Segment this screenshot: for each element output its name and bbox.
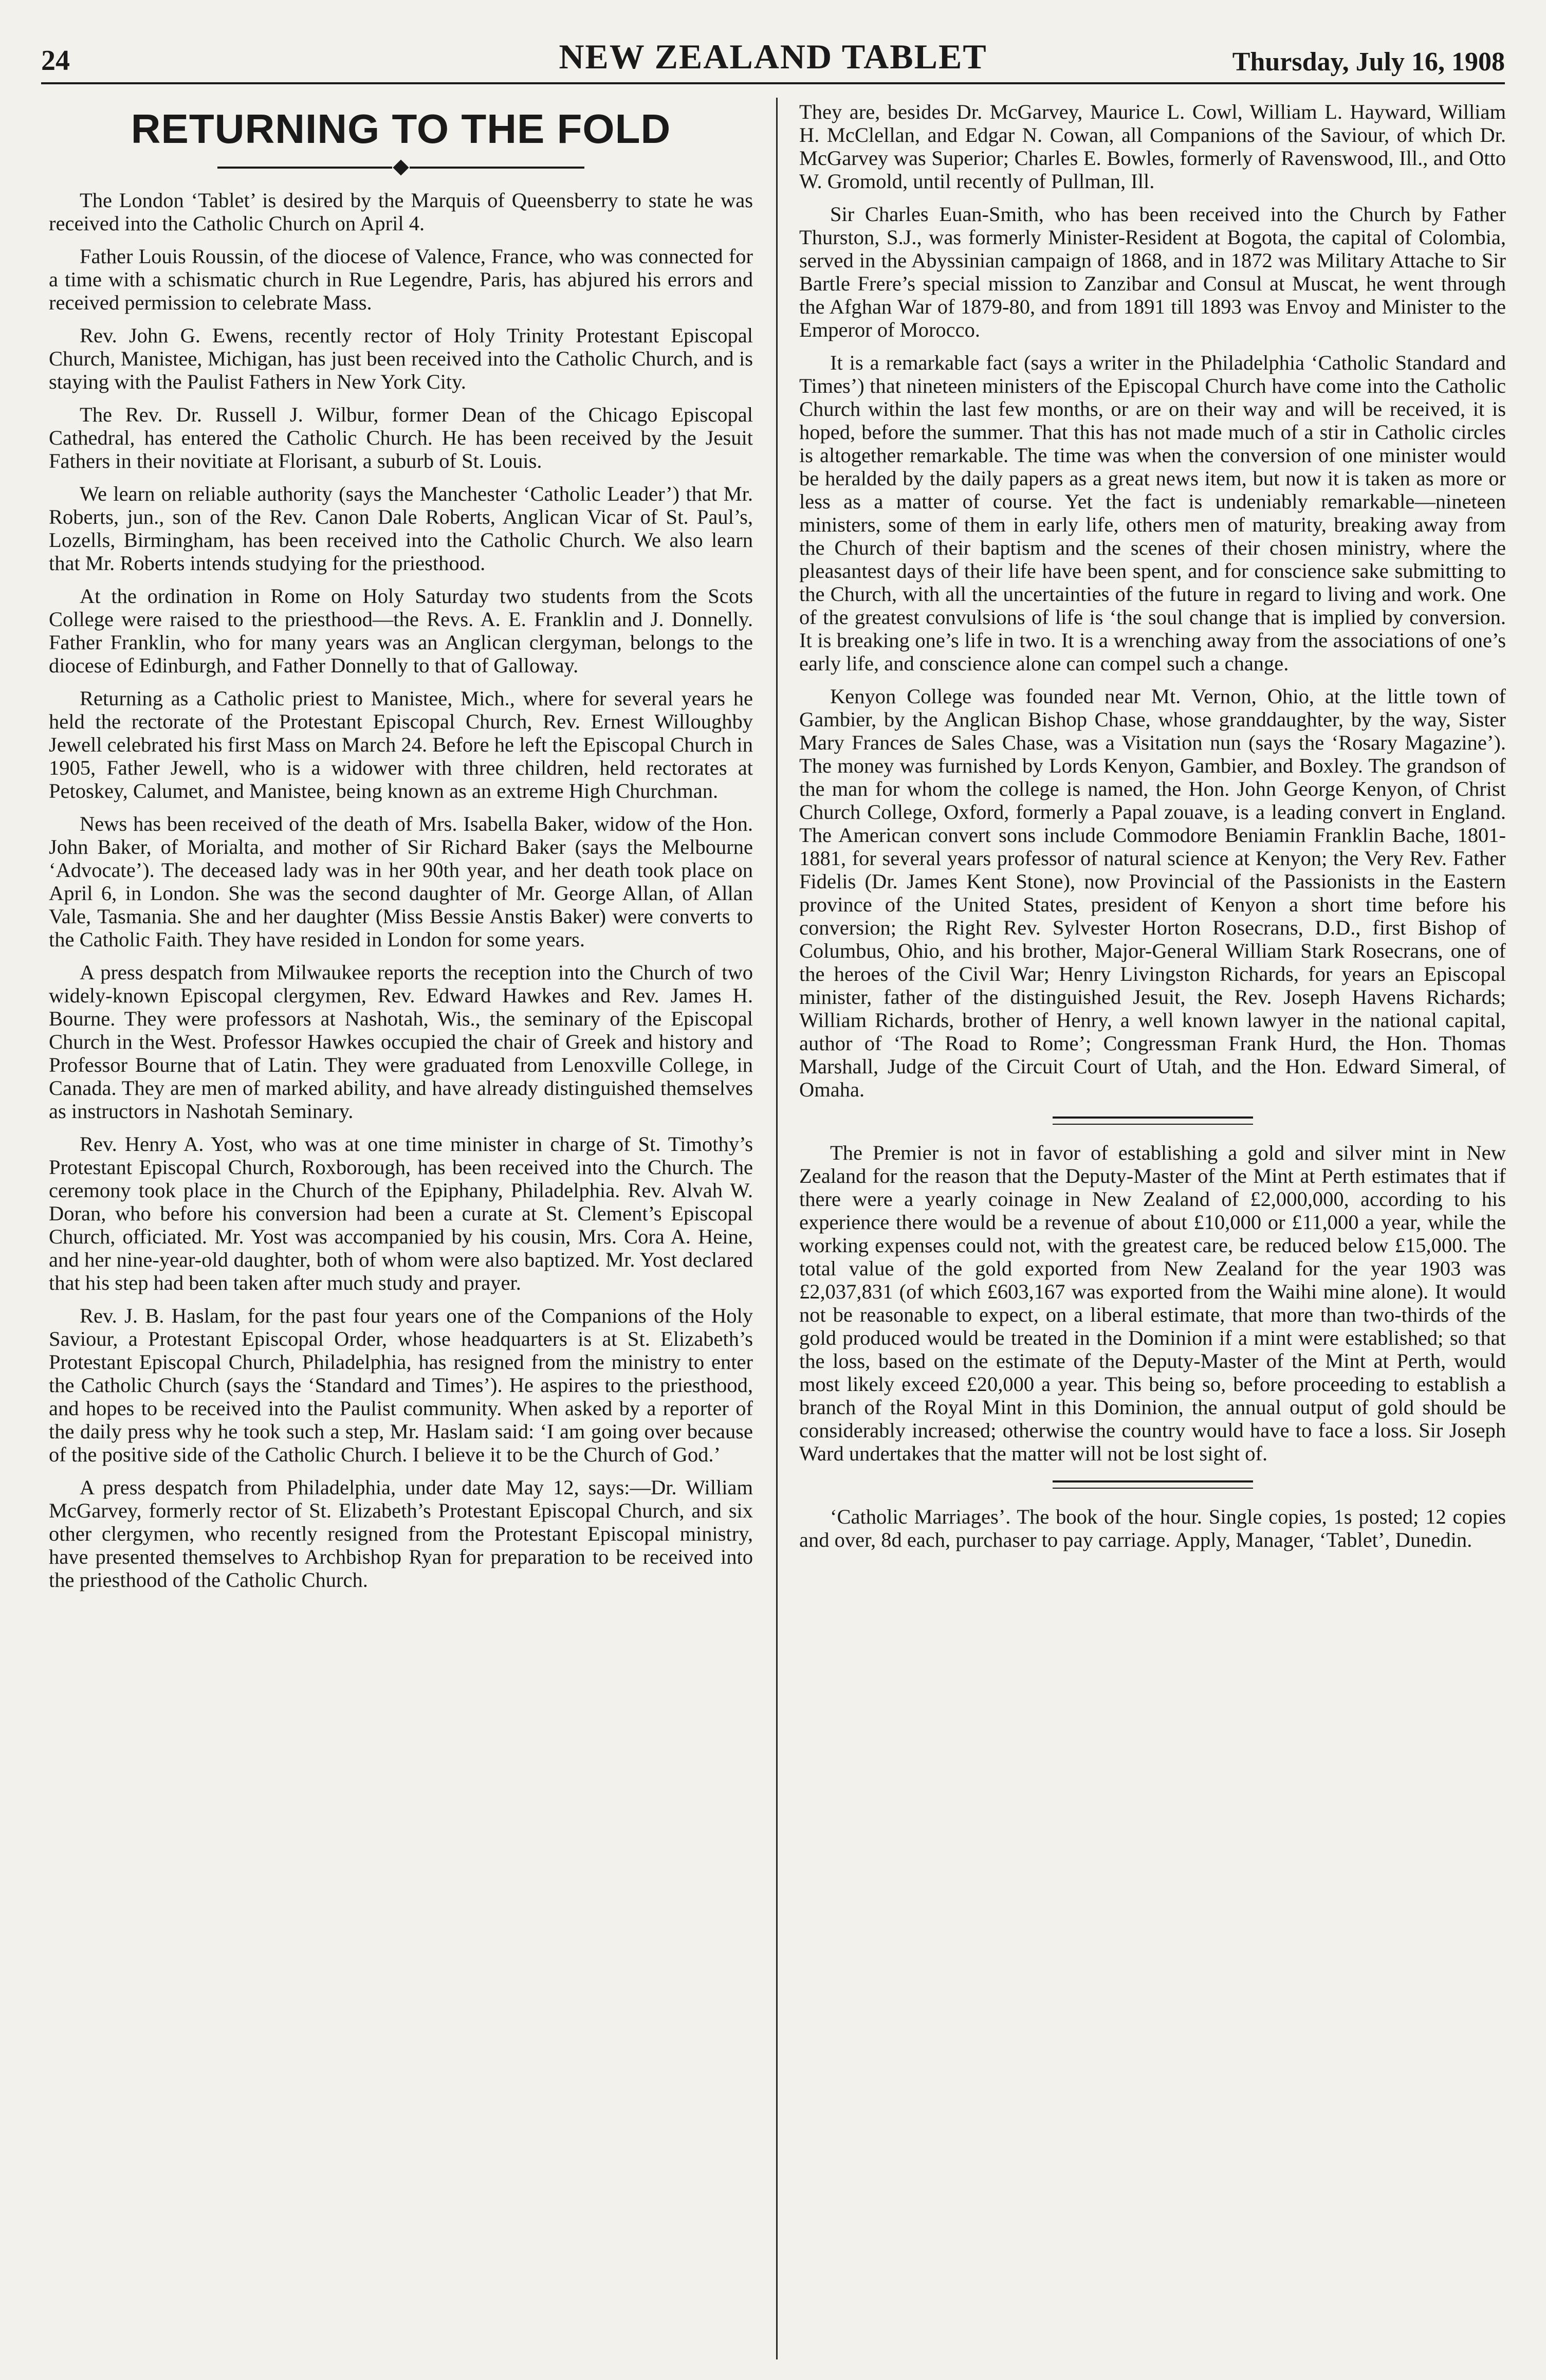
article-paragraph: Rev. John G. Ewens, recently rector of Holy Trinity Protestant Episcopal Church, Manistee, Michigan, has just been received into the Catholic Church, and is staying with the Paulist Fathers in New York City. bbox=[49, 324, 753, 393]
article-paragraph: It is a remarkable fact (says a writer in the Philadelphia ‘Catholic Standard and Times’) that nineteen ministers of the Episcopal Church have come into the Catholic Church within the last few months, or are on their way and will be received, it is hoped, before the summer. That this has not made much of a stir in Catholic circles is altogether remarkable. The time was when the conversion of one minister would be heralded by the daily papers as a great news item, but now it is taken as more or less as a matter of course. Yet the fact is undeniably remarkable—nineteen ministers, some of them in early life, others men of maturity, breaking away from the Church of their baptism and the scenes of their chosen ministry, where the pleasantest days of their life have been spent, and for conscience sake submitting to the Church, with all the uncertainties of the future in regard to living and work. One of the greatest convulsions of life is ‘the soul change that is implied by conversion. It is breaking one’s life in two. It is a wrenching away from the associations of one’s early life, and conscience alone can compel such a change. bbox=[799, 351, 1506, 675]
article-paragraph: Returning as a Catholic priest to Manistee, Mich., where for several years he held the rectorate of the Protestant Episcopal Church, Rev. Ernest Willoughby Jewell celebrated his first Mass on March 24. Before he left the Episcopal Church in 1905, Father Jewell, who is a widower with three children, held rectorates at Petoskey, Calumet, and Manistee, being known as an extreme High Churchman. bbox=[49, 687, 753, 802]
article-paragraph: Sir Charles Euan-Smith, who has been received into the Church by Father Thurston, S.J., was formerly Minister-Resident at Bogota, the capital of Colombia, served in the Abyssinian campaign of 1868, and in 1872 was Military Attache to Sir Bartle Frere’s special mission to Zanzibar and Consul at Muscat, he went through the Afghan War of 1879-80, and from 1891 till 1893 was Envoy and Minister to the Emperor of Morocco. bbox=[799, 203, 1506, 341]
article-paragraph: Rev. J. B. Haslam, for the past four years one of the Companions of the Holy Saviour, a Protestant Episcopal Order, whose headquarters is at St. Elizabeth’s Protestant Episcopal Church, Philadelphia, has resigned from the ministry to enter the Catholic Church (says the ‘Standard and Times’). He aspires to the priesthood, and hopes to be received into the Paulist community. When asked by a reporter of the daily press why he took such a step, Mr. Haslam said: ‘I am going over because of the positive side of the Catholic Church. I believe it to be the Church of God.’ bbox=[49, 1304, 753, 1466]
article-paragraph: A press despatch from Milwaukee reports the reception into the Church of two widely-known Episcopal clergymen, Rev. Edward Hawkes and Rev. James H. Bourne. They were professors at Nashotah, Wis., the seminary of the Episcopal Church in the West. Professor Hawkes occupied the chair of Greek and history and Professor Bourne that of Latin. They were graduated from Lenoxville College, in Canada. They are men of marked ability, and have already distinguished themselves as instructors in Nashotah Seminary. bbox=[49, 961, 753, 1123]
headline-ornament bbox=[49, 162, 753, 173]
section-divider bbox=[799, 1480, 1506, 1489]
article-paragraph: The Premier is not in favor of establishing a gold and silver mint in New Zealand for the reason that the Deputy-Master of the Mint at Perth estimates that if there were a yearly coinage in New Zealand of £2,000,000, according to his experience there would be a revenue of about £10,000 or £11,000 a year, while the working expenses could not, with the greatest care, be reduced below £15,000. The total value of the gold exported from New Zealand for the year 1903 was £2,037,831 (of which £603,167 was exported from the Waihi mine alone). It would not be reasonable to expect, on a liberal estimate, that more than two-thirds of the gold produced would be treated in the Dominion if a mint were established; so that the loss, based on the estimate of the Deputy-Master of the Mint at Perth, would most likely exceed £20,000 a year. This being so, before proceeding to establish a branch of the Royal Mint in this Dominion, the annual output of gold should be considerably increased; otherwise the country would have to face a loss. Sir Joseph Ward undertakes that the matter will not be lost sight of. bbox=[799, 1141, 1506, 1465]
article-paragraph: Father Louis Roussin, of the diocese of Valence, France, who was connected for a time with a schismatic church in Rue Legendre, Paris, has abjured his errors and received permission to celebrate Mass. bbox=[49, 245, 753, 314]
page-number: 24 bbox=[41, 45, 70, 77]
diamond-ornament-icon bbox=[393, 159, 409, 175]
article-headline: RETURNING TO THE FOLD bbox=[131, 106, 671, 152]
advertisement-paragraph: ‘Catholic Marriages’. The book of the hour. Single copies, 1s posted; 12 copies and over, 8d each, purchaser to pay carriage. Apply, Manager, ‘Tablet’, Dunedin. bbox=[799, 1505, 1506, 1551]
article-paragraph: We learn on reliable authority (says the Manchester ‘Catholic Leader’) that Mr. Roberts, jun., son of the Rev. Canon Dale Roberts, Anglican Vicar of St. Paul’s, Lozells, Birmingham, has been received into the Catholic Church. We also learn that Mr. Roberts intends studying for the priesthood. bbox=[49, 482, 753, 575]
article-paragraph: A press despatch from Philadelphia, under date May 12, says:—Dr. William McGarvey, formerly rector of St. Elizabeth’s Protestant Episcopal Church, and six other clergymen, who recently resigned from the Protestant Episcopal ministry, have presented themselves to Archbishop Ryan for preparation to be received into the priesthood of the Catholic Church. bbox=[49, 1476, 753, 1591]
article-paragraph: At the ordination in Rome on Holy Saturday two students from the Scots College were raised to the priesthood—the Revs. A. E. Franklin and J. Donnelly. Father Franklin, who for many years was an Anglican clergyman, belongs to the diocese of Edinburgh, and Father Donnelly to that of Galloway. bbox=[49, 584, 753, 677]
section-divider bbox=[799, 1116, 1506, 1125]
article-paragraph: Rev. Henry A. Yost, who was at one time minister in charge of St. Timothy’s Protestant Episcopal Church, Roxborough, has been received into the Church. The ceremony took place in the Church of the Epiphany, Philadelphia. Rev. Alvah W. Doran, who before his conversion had been a curate at St. Clement’s Episcopal Church, officiated. Mr. Yost was accompanied by his cousin, Mrs. Cora A. Heine, and her nine-year-old daughter, both of whom were also baptized. Mr. Yost declared that his step had been taken after much study and prayer. bbox=[49, 1132, 753, 1294]
masthead-title: NEW ZEALAND TABLET bbox=[559, 37, 987, 76]
article-paragraph: The Rev. Dr. Russell J. Wilbur, former Dean of the Chicago Episcopal Cathedral, has entered the Catholic Church. He has been received by the Jesuit Fathers in their novitiate at Florisant, a suburb of St. Louis. bbox=[49, 403, 753, 472]
column-divider bbox=[776, 98, 778, 2359]
issue-date: Thursday, July 16, 1908 bbox=[1232, 47, 1505, 77]
page-header bbox=[41, 28, 1505, 84]
article-paragraph: Kenyon College was founded near Mt. Vernon, Ohio, at the little town of Gambier, by the Anglican Bishop Chase, whose granddaughter, by the way, Sister Mary Frances de Sales Chase, was a Visitation nun (says the ‘Rosary Magazine’). The money was furnished by Lords Kenyon, Gambier, and Boxley. The grandson of the man for whom the college is named, the Hon. John George Kenyon, of Christ Church College, Oxford, formerly a Papal zouave, is a leading convert in England. The American convert sons include Commodore Beniamin Franklin Bache, 1801-1881, for several years professor of natural science at Kenyon; the Very Rev. Father Fidelis (Dr. James Kent Stone), now Provincial of the Passionists in the Eastern province of the United States, president of Kenyon a short time before his conversion; the Right Rev. Sylvester Horton Rosecrans, D.D., first Bishop of Columbus, Ohio, and his brother, Major-General William Stark Rosecrans, one of the heroes of the Civil War; Henry Livingston Richards, for years an Episcopal minister, father of the distinguished Jesuit, the Rev. Joseph Havens Richards; William Richards, brother of Henry, a well known lawyer in the national capital, author of ‘The Road to Rome’; Congressman Frank Hurd, the Hon. Thomas Marshall, Judge of the Circuit Court of Utah, and the Hon. Edward Simeral, of Omaha. bbox=[799, 685, 1506, 1101]
article-paragraph: The London ‘Tablet’ is desired by the Marquis of Queensberry to state he was received into the Catholic Church on April 4. bbox=[49, 189, 753, 235]
article-paragraph: They are, besides Dr. McGarvey, Maurice L. Cowl, William L. Hayward, William H. McClellan, and Edgar N. Cowan, all Companions of the Saviour, of which Dr. McGarvey was Superior; Charles E. Bowles, formerly of Ravenswood, Ill., and Otto W. Gromold, until recently of Pullman, Ill. bbox=[799, 100, 1506, 193]
article-paragraph: News has been received of the death of Mrs. Isabella Baker, widow of the Hon. John Baker, of Morialta, and mother of Sir Richard Baker (says the Melbourne ‘Advocate’). The deceased lady was in her 90th year, and her death took place on April 6, in London. She was the second daughter of Mr. George Allan, of Allan Vale, Tasmania. She and her daughter (Miss Bessie Anstis Baker) were converts to the Catholic Faith. They have resided in London for some years. bbox=[49, 812, 753, 951]
left-column bbox=[49, 100, 753, 1601]
right-column bbox=[799, 100, 1506, 1561]
